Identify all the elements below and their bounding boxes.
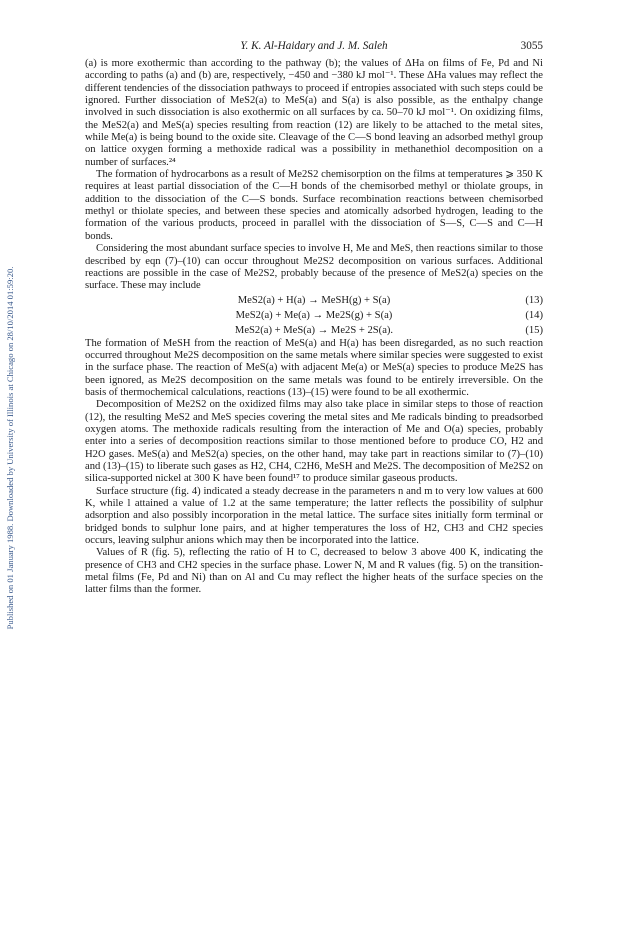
equation-expression: MeS2(a) + H(a) → MeSH(g) + S(a) bbox=[237, 294, 391, 306]
equation-expression: MeS2(a) + MeS(a) → Me2S + 2S(a). bbox=[234, 324, 394, 336]
page-number: 3055 bbox=[520, 40, 543, 52]
paragraph: Decomposition of Me2S2 on the oxidized films may also take place in similar steps to those of reaction (12), the resulting MeS2 and MeS species covering the metal sites and Me radicals binding to preadsorbed oxygen atoms. The methoxide radicals resulting from the interaction of Me and O(a) species, probably enter into a series of decomposition reactions similar to those mentioned before to produce CO, H2 and H2O gases. MeS(a) and MeS2(a) species, on the other hand, may take part in reactions similar to (7)–(10) and (13)–(15) to liberate such gases as H2, CH4, C2H6, MeSH and Me2S. The decomposition of Me2S2 on silica-supported nickel at 300 K have been found¹⁷ to produce similar gaseous products. bbox=[85, 399, 543, 485]
download-notice-text: Published on 01 January 1988. Downloaded by University of Illinois at Chicago on 28/10/2014 01:59:20. bbox=[5, 266, 15, 630]
download-notice-sidebar bbox=[2, 118, 16, 778]
running-head-authors: Y. K. Al-Haidary and J. M. Saleh bbox=[240, 40, 388, 52]
paragraph: (a) is more exothermic than according to the pathway (b); the values of ΔHa on films of Fe, Pd and Ni according to paths (a) and (b) are, respectively, −450 and −380 kJ mol⁻¹. These ΔHa values may reflect the different tendencies of the dissociation pathways to proceed if entropies associated with such steps could be ignored. Further dissociation of MeS2(a) to MeS(a) and S(a) is also possible, as the enthalpy change involved in such dissociation is also exothermic on all surfaces by ca. 50–70 kJ mol⁻¹. On oxidizing films, the MeS2(a) and MeS(a) species resulting from reaction (12) are likely to be attached to the metal sites, while Me(a) is being bound to the oxide site. Cleavage of the C—S bond leaving an adsorbed methyl group on lattice oxygen forming a methoxide radical was a possibility in methanethiol decomposition on a number of surfaces.²⁴ bbox=[85, 58, 543, 168]
equation-number: (15) bbox=[525, 324, 543, 336]
paragraph: Considering the most abundant surface species to involve H, Me and MeS, then reactions similar to those described by eqn (7)–(10) can occur throughout Me2S2 decomposition on various surfaces. Additional reactions are possible in the case of Me2S2, probably because of the presence of MeS2(a) species on the surface. These may include bbox=[85, 243, 543, 292]
equation-15 bbox=[85, 323, 543, 338]
equation-14 bbox=[85, 308, 543, 323]
paragraph: The formation of hydrocarbons as a result of Me2S2 chemisorption on the films at temperatures ⩾ 350 K requires at least partial dissociation of the C—H bonds of the chemisorbed methyl or thiolate groups, in addition to the dissociation of the C—S bonds. Surface recombination reactions between chemisorbed methyl or thiolate species, and between these species and atomically adsorbed hydrogen, leading to the formation of the various products, proceed in parallel with the dissociation of S—S, C—S and C—H bonds. bbox=[85, 169, 543, 242]
article-body bbox=[85, 58, 543, 597]
equation-expression: MeS2(a) + Me(a) → Me2S(g) + S(a) bbox=[235, 309, 393, 321]
equation-number: (14) bbox=[525, 309, 543, 321]
paragraph: Surface structure (fig. 4) indicated a steady decrease in the parameters n and m to very low values at 600 K, while l attained a value of 1.2 at the same temperature; the latter reflects the possibility of sulphur adsorption and also possibly incorporation in the metal lattice. The surface sites initially form terminal or bridged bonds to sulphur lone pairs, and at higher temperatures the loss of H2, CH3 and CH2 species occurs, leaving sulphur anions which may then be incorporated into the lattice. bbox=[85, 485, 543, 547]
paragraph: The formation of MeSH from the reaction of MeS(a) and H(a) has been disregarded, as no such reaction occurred throughout Me2S decomposition on the same metals where similar species were suggested to exist in the surface phase. The reaction of MeS(a) with adjacent Me(a) or MeS(a) species to produce Me2S has been ignored, as Me2S decomposition on the same metals was found to be entirely irreversible. On the basis of thermochemical calculations, reactions (13)–(15) were found to be all exothermic. bbox=[85, 337, 543, 398]
equation-13 bbox=[85, 293, 543, 308]
paragraph: Values of R (fig. 5), reflecting the ratio of H to C, decreased to below 3 above 400 K, indicating the presence of CH3 and CH2 species in the surface phase. Lower N, M and R values (fig. 5) on the transition-metal films (Fe, Pd and Ni) than on Al and Cu may reflect the higher heats of the surface species on the latter films than the former. bbox=[85, 547, 543, 596]
equation-number: (13) bbox=[525, 294, 543, 306]
page-header bbox=[85, 40, 543, 56]
